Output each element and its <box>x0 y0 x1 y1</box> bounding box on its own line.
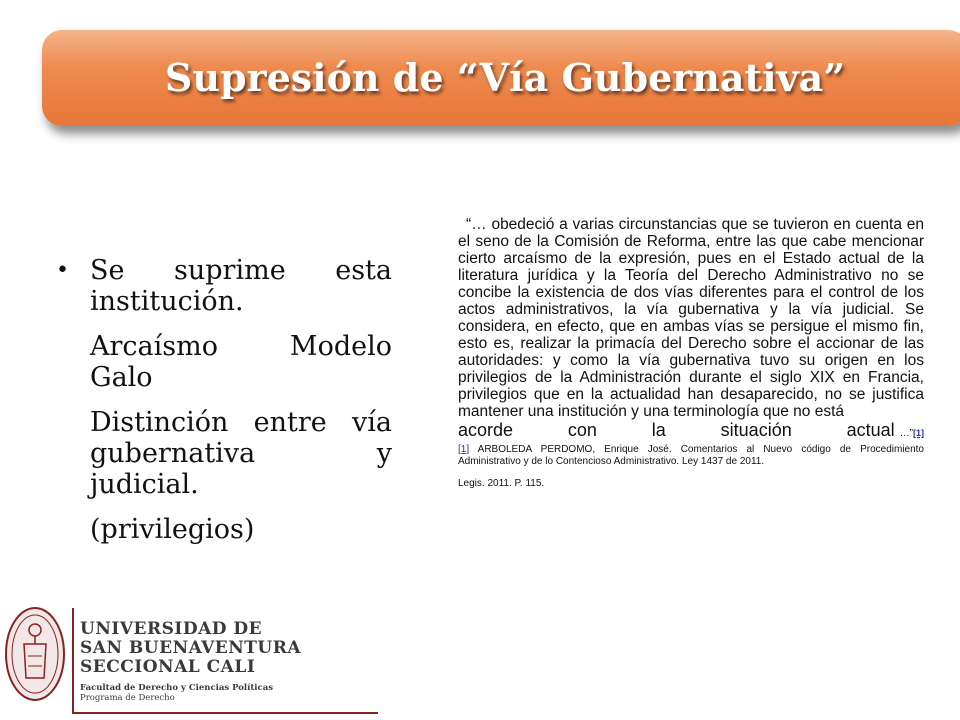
slide-title: Supresión de “Vía Gubernativa” <box>164 55 846 100</box>
footnote-link[interactable]: [1] <box>912 428 924 438</box>
bullet-text: Se suprime esta institución. <box>90 255 392 317</box>
bullet-item <box>50 255 392 317</box>
logo-vertical-rule <box>72 608 74 712</box>
quote-word: la <box>651 420 666 440</box>
footnote-tail: Legis. 2011. P. 115. <box>458 478 545 489</box>
program-name: Programa de Derecho <box>80 693 175 703</box>
university-name-line-1: UNIVERSIDAD DE <box>80 619 263 639</box>
university-name-line-3: SECCIONAL CALI <box>80 657 256 677</box>
faculty-name: Facultad de Derecho y Ciencias Políticas <box>80 683 274 693</box>
quote-word-actual: actual …”[1] <box>846 420 924 440</box>
footnote <box>458 444 924 468</box>
university-name-line-2: SAN BUENAVENTURA <box>80 638 302 658</box>
quote-word: con <box>567 420 597 440</box>
quote-body: “… obedeció a varias circunstancias que se tuvieron en cuenta en el seno de la Comisión de Reforma, entre las que cabe mencionar cierto arcaísmo de la expresión, pues en el Estado actual de la literatura jurídica y la Teoría del Derecho Administrativo no se concibe la existencia de dos vías diferentes para el control de los actos administrativos, la vía gubernativa y la vía judicial. Se considera, en efecto, que en ambas vías se persigue el mismo fin, esto es, realizar la primacía del Derecho sobre el accionar de las autoridades: y como la vía gubernativa tuvo su origen en los privilegios de la Administración durante el siglo XIX en Francia, privilegios que en la actualidad han desaparecido, no se justifica mantener una institución y una terminología que no está <box>458 216 924 420</box>
title-banner <box>42 30 960 126</box>
quote-word: acorde <box>458 420 514 440</box>
footnote-text: ARBOLEDA PERDOMO, Enrique José. Comentarios al Nuevo código de Procedimiento Administrativo y de lo Contencioso Administrativo. Ley 1437 de 2011. <box>458 444 924 467</box>
bullet-dot-icon: • <box>56 258 69 283</box>
left-bullet-list <box>50 255 392 559</box>
faculty-info <box>80 683 273 703</box>
sub-line-2: Distinción entre vía gubernativa y judicial. <box>90 407 392 500</box>
quote-word: situación <box>720 420 792 440</box>
sub-line-1: Arcaísmo Modelo Galo <box>90 331 392 393</box>
logo-horizontal-rule <box>72 712 378 714</box>
sub-line-3: (privilegios) <box>90 514 255 545</box>
university-seal-icon <box>4 606 66 702</box>
quote-block <box>458 216 924 490</box>
university-name <box>80 620 301 677</box>
footnote-ref-link[interactable]: [1] <box>458 444 470 455</box>
quote-closing: …” <box>899 428 913 439</box>
quote-last-line <box>458 420 924 444</box>
